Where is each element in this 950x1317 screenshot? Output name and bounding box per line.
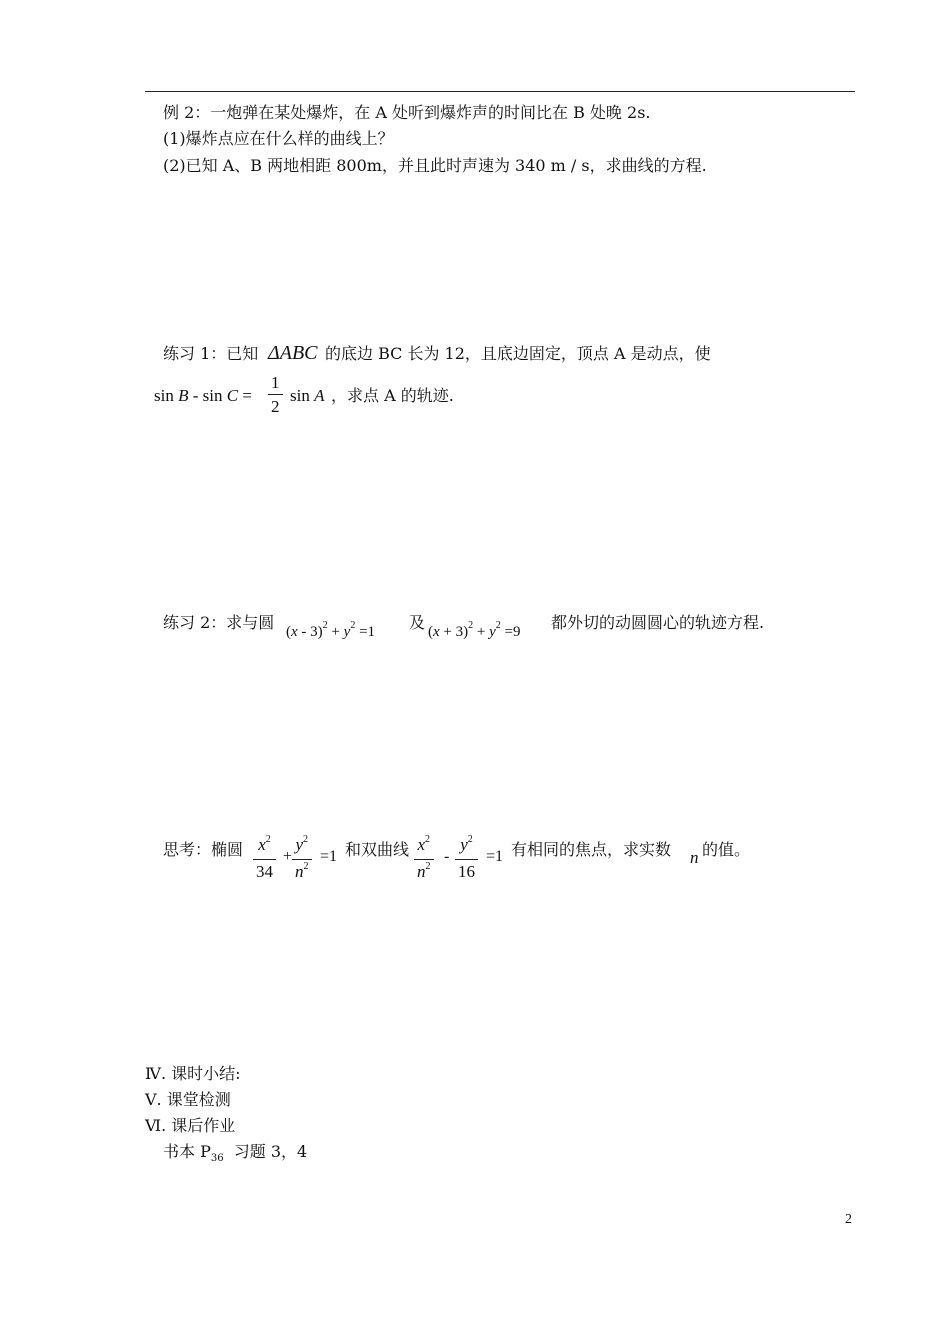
ellipse-equals-one: =1 [320,848,338,865]
example2-question-2: (2)已知 A、B 两地相距 800m，并且此时声速为 340 m / s，求曲线的方程. [163,156,707,175]
hyperbola-equals-one: =1 [486,848,504,865]
section-test: Ⅴ. 课堂检测 [145,1090,231,1109]
plus-sign: + [283,848,293,865]
section-homework: Ⅵ. 课后作业 [145,1116,236,1135]
thinking-middle: 和双曲线 [345,840,410,859]
header-rule [145,91,855,92]
variable-n: n [690,848,699,867]
exercise1-text: 的底边 BC 长为 12，且底边固定，顶点 A 是动点，使 [325,344,711,363]
circle-equation-2: $(x + 3)^2 + y^2 =9$ [428,620,521,640]
minus-sign: - [444,848,450,865]
exercise1-line1 [163,344,258,364]
thinking-suffix-a: 有相同的焦点，求实数 [511,840,672,859]
triangle-abc: ΔABC [268,342,318,364]
hyperbola-x-term: $\frac{x^2}{n^2}$ [414,834,434,887]
homework-detail: 书本 $P_{36}$ 习题 3，4 [163,1142,308,1164]
exercise1-prefix: 练习 1：已知 [163,344,259,363]
ellipse-x-term: $\frac{x^2}{34}$ [253,834,276,884]
exercise1-equation-left: sin B - sin C = [154,386,252,405]
hyperbola-y-term: $\frac{y^2}{16}$ [455,834,478,884]
example2-title: 例 2：一炮弹在某处爆炸，在 A 处听到爆炸声的时间比在 B 处晚 2s. [163,103,651,122]
circle-equation-1: $(x - 3)^2 + y^2 =1$ [286,620,376,640]
one-half-fraction [268,372,283,419]
fraction-numerator: 1 [268,372,283,395]
ellipse-y-term: $\frac{y^2}{n^2}$ [292,834,312,887]
page-number: 2 [845,1212,852,1227]
exercise2-prefix: 练习 2：求与圆 [163,613,275,632]
exercise1-equation-right: sin A [290,386,325,405]
exercise2-joiner: 及 [409,613,426,632]
thinking-prefix: 思考：椭圆 [163,840,244,859]
fraction-denominator: 2 [271,397,280,416]
exercise1-suffix: ，求点 A 的轨迹. [331,386,454,405]
thinking-suffix-b: 的值。 [702,840,751,859]
section-summary: Ⅳ. 课时小结: [145,1064,241,1083]
example2-question-1: (1)爆炸点应在什么样的曲线上？ [163,129,394,148]
exercise2-suffix: 都外切的动圆圆心的轨迹方程. [551,613,765,632]
